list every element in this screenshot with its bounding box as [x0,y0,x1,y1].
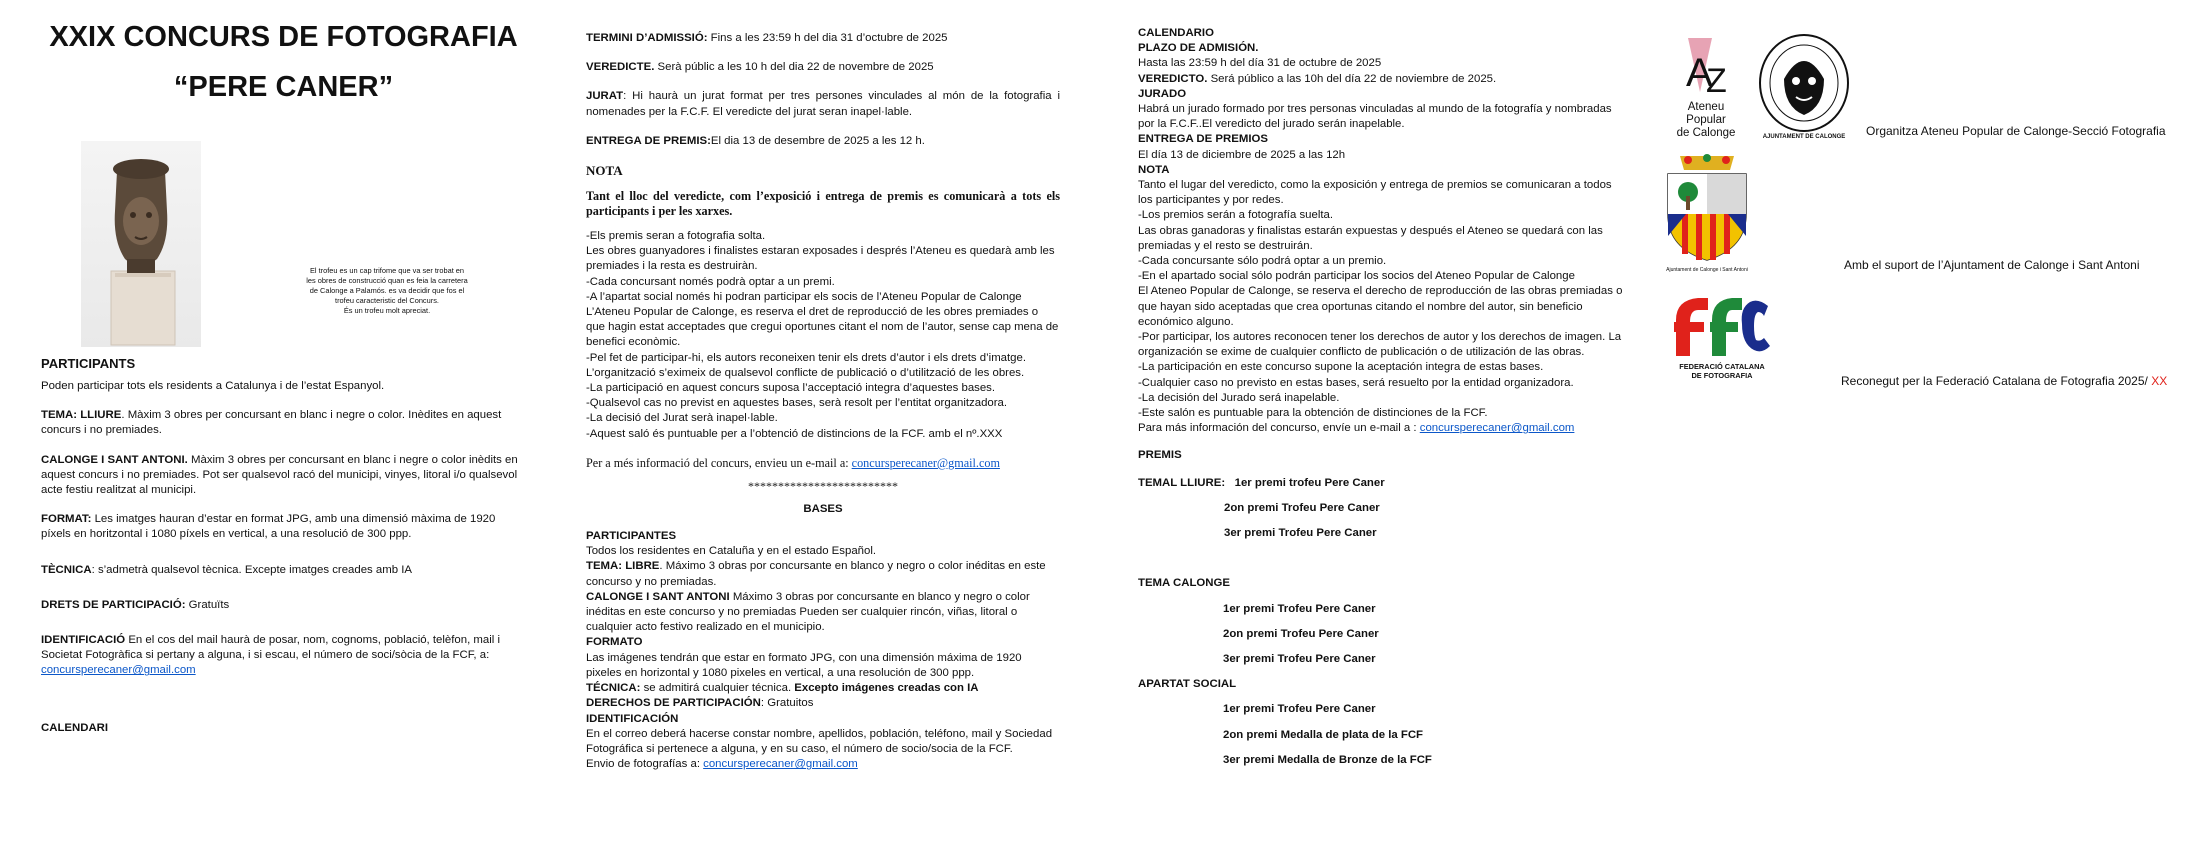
column-catalan-rules [586,31,1060,772]
nota-line: Les obres guanyadores i finalistes estaran exposades i després l’Ateneu es quedarà amb les premiades i la resta es destruiràn. [586,245,1055,273]
svg-text:A: A [1686,51,1713,95]
nota-line: -Aquest saló és puntuable per a l’obtenció de distincions de la FCF. amb el nº.XXX [586,427,1003,440]
nota-line: -La decisió del Jurat serà inapel·lable. [586,412,778,425]
seal-text: AJUNTAMENT DE CALONGE [1762,134,1846,140]
es-derechos: DERECHOS DE PARTICIPACIÓN: Gratuitos [586,697,814,710]
column-sponsors [1650,0,2200,859]
nota-line: Tanto el lugar del veredicto, como la exposición y entrega de premios se comunicaran a todos los participantes y por redes. [1138,179,1612,207]
prize-line: 3er premi Trofeu Pere Caner [1223,652,1376,665]
trophy-note [287,266,487,316]
az-logo-icon [1676,34,1736,96]
trophy-note-line: les obres de construcció quan es feia la carretera [306,276,468,285]
nota-line: Las obras ganadoras y finalistas estarán expuestas y después el Ateneo se quedará con las premiadas y el resto se destruirán. [1138,224,1603,252]
reconegut-text: Reconegut per la Federació Catalana de Fotografia 2025/ XX [1841,374,2168,388]
trophy-note-line: trofeu caracteristic del Concurs. [335,296,439,305]
drets-participacio: DRETS DE PARTICIPACIÓ: Gratuïts [41,598,230,611]
prize-line: 3er premi Trofeu Pere Caner [1224,527,1377,540]
nota-heading: NOTA [586,163,623,179]
prize-line: 1er premi Trofeu Pere Caner [1223,703,1376,716]
nota-line: -Qualsevol cas no previst en aquestes bases, serà resolt per l’entitat organitzadora. [586,397,1008,410]
email-link[interactable]: concursperecaner@gmail.com [41,664,196,677]
fcf-caption: FEDERACIÓ CATALANA DE FOTOGRAFIA [1679,362,1765,380]
nota-heading: NOTA [1138,163,1170,176]
format: FORMAT: Les imatges hauran d’estar en format JPG, amb una dimensió màxima de 1920 píxels en horitzontal i 1080 píxels en vertical, a una resolució de 300 ppp. [41,513,496,541]
entrega-premis: ENTREGA DE PREMIS:El dia 13 de desembre de 2025 a les 12 h. [586,134,925,147]
jurado-text: Habrá un jurado formado por tres personas vinculadas al mundo de la fotografía y nombradas por la F.C.F..El veredicto del jurado serán inapelable. [1138,103,1612,131]
participants-heading: PARTICIPANTS [41,356,136,371]
es-tecnica: TÉCNICA: se admitirá cualquier técnica. Excepto imágenes creadas con IA [586,682,979,695]
es-calonge: CALONGE I SANT ANTONI Máximo 3 obras por concursante en blanco y negro o color inéditas en este concurso y no premiadas Pueden ser cualquier rincón, viñas, litoral o cualquier acto festivo realizado en el municipio. [586,590,1030,634]
nota-line: -Cualquier caso no previsto en estas bases, será resuelto por la entidad organizadora. [1138,376,1574,389]
ateneu-logo-text: Ateneu Popular de Calonge [1676,101,1736,139]
email-link[interactable]: concursperecaner@gmail.com [1419,422,1575,435]
nota-line: -Cada concursant només podrà optar a un premi. [586,275,835,288]
svg-text:Z: Z [1706,62,1727,96]
participants-text: Poden participar tots els residents a Catalunya i de l’estat Espanyol. [41,380,385,392]
nota-line: L’organització s’eximeix de qualsevol conflicte de publicació o d’utilització de les obres. [586,366,1025,379]
plazo-heading: PLAZO DE ADMISIÓN. [1138,42,1259,55]
trophy-image [81,141,201,347]
es-tema: TEMA: LIBRE. Máximo 3 obras por concursante en blanco y negro o color inéditas en este concurso y no premiadas. [586,560,1046,588]
prize-line: TEMAL LLIURE: 1er premi trofeu Pere Caner [1138,476,1385,489]
trophy-note-line: de Calonge a Palamós. es va decidir que fos el [309,286,465,295]
prize-line: 1er premi Trofeu Pere Caner [1223,602,1376,615]
nota-line: El Ateneo Popular de Calonge, se reserva el derecho de reproducción de las obras premiadas o que hayan sido aceptadas que crea oportunas citando el nombre del autor, sin beneficio económico alguno. [1138,285,1623,328]
calendario-heading: CALENDARIO [1138,27,1214,39]
prizes-lliure [1138,476,1626,542]
es-participantes-heading: PARTICIPANTES [586,530,677,543]
jurado-heading: JURADO [1138,87,1187,100]
nota-line: -A l’apartat social només hi podran participar els socis de l’Ateneu Popular de Calonge [586,290,1022,303]
es-ident-heading: IDENTIFICACIÓN [586,712,679,725]
ateneu-logo [1668,34,1744,140]
trophy-note-line: El trofeu es un cap trifome que va ser trobat en [309,266,465,275]
bases-heading: BASES [803,502,843,515]
organitza-text: Organitza Ateneu Popular de Calonge-Secció Fotografia [1866,124,2166,138]
nota-line: -Els premis seran a fotografia solta. [586,230,766,243]
coat-of-arms [1662,152,1752,273]
es-formato-text: Las imágenes tendrán que estar en formato JPG, con una dimensión máxima de 1920 pixeles en horizontal y 1080 pixeles en vertical, a una resolución de 300 ppp. [586,651,1022,679]
nota-line: -Los premios serán a fotografía suelta. [1138,209,1334,222]
jurat: JURAT: Hi haurà un jurat format per tres persones vinculades al món de la fotografia i nomenades per la F.C.F. El veredicte del jurat seran inapel·lable. [586,90,1060,118]
column-spanish-rules [1138,26,1626,768]
nota-line: -La participació en aquest concurs suposa l’acceptació integra d’aquestes bases. [586,382,996,395]
nota-bold: Tant el lloc del veredicte, com l’exposició i entrega de premis es comunicarà a tots els participants i per les xarxes. [586,189,1060,219]
es-ident-text: En el correo deberá hacerse constar nombre, apellidos, población, teléfono, mail y Sociedad Fotográfica si pertenece a alguna, y en su caso, el número de socio/socia de la FCF. [586,727,1053,755]
termini: TERMINI D’ADMISSIÓ: Fins a les 23:59 h del dia 31 d’octubre de 2025 [586,32,948,44]
nota-list [1138,178,1626,421]
info-line: Per a més informació del concurs, envieu un e-mail a: concursperecaner@gmail.com [586,455,1000,470]
prize-line: 2on premi Medalla de plata de la FCF [1223,728,1424,741]
veredicto: VEREDICTO. Será público a las 10h del día 22 de noviembre de 2025. [1138,72,1497,85]
tema-lliure: TEMA: LLIURE. Màxim 3 obres per concursant en blanc i negre o color. Inèdites en aquest concurs i no premiades. [41,409,502,437]
veredicte: VEREDICTE. Serà públic a les 10 h del dia 22 de novembre de 2025 [586,61,934,74]
es-envio: Envio de fotografías a: concursperecaner@gmail.com [586,758,858,771]
reconegut-number: XX [2151,374,2168,388]
es-formato-heading: FORMATO [586,636,643,649]
nota-line: -Este salón es puntuable para la obtención de distinciones de la FCF. [1138,407,1488,420]
nota-line: -La decisión del Jurado será inapelable. [1138,391,1340,404]
prize-line: 3er premi Medalla de Bronze de la FCF [1223,753,1432,766]
nota-line: -Cada concursante sólo podrá optar a un premio. [1138,255,1387,268]
nota-line: -En el apartado social sólo podrán participar los socios del Ateneo Popular de Calonge [1138,270,1575,283]
prize-line: 2on premi Trofeu Pere Caner [1223,627,1379,640]
email-link[interactable]: concursperecaner@gmail.com [703,758,858,771]
premis-heading: PREMIS [1138,449,1182,462]
contest-subtitle: “PERE CANER” [173,71,394,103]
es-participantes-text: Todos los residentes en Cataluña y en el estado Español. [586,545,877,558]
plazo-text: Hasta las 23:59 h del día 31 de octubre de 2025 [1138,57,1382,70]
ajuntament-seal [1758,33,1850,140]
suport-text: Amb el suport de l’Ajuntament de Calonge i Sant Antoni [1844,258,2140,272]
email-link[interactable]: concursperecaner@gmail.com [851,455,1000,470]
nota-line: -La participación en este concurso supone la aceptación integra de estas bases. [1138,361,1544,374]
entrega-heading: ENTREGA DE PREMIOS [1138,133,1268,146]
entrega-text: El día 13 de diciembre de 2025 a las 12h [1138,148,1346,161]
tecnica: TÈCNICA: s’admetrà qualsevol tècnica. Excepte imatges creades amb IA [41,563,412,576]
column-catalan-intro [41,0,526,734]
apartat-social-heading: APARTAT SOCIAL [1138,678,1237,691]
fcf-logo [1670,292,1774,380]
nota-line: -Por participar, los autores reconocen tener los derechos de autor y los derechos de imagen. La organización se exime de cualquier conflicto de publicación o de utilización de las obras. [1138,331,1622,359]
nota-list [586,229,1060,442]
trophy-note-line: És un trofeu molt apreciat. [343,306,431,315]
identificacio: IDENTIFICACIÓ En el cos del mail haurà de posar, nom, cognoms, població, telèfon, mail i Societat Fotogràfica si pertany a alguna, i si escau, el número de soci/sòcia de la FCF, a: [41,634,501,662]
info-line: Para más información del concurso, envíe un e-mail a : concursperecaner@gmail.com [1138,422,1575,435]
tema-calonge-heading: TEMA CALONGE [1138,577,1230,590]
contest-title: XXIX CONCURS DE FOTOGRAFIA [49,21,518,53]
nota-line: L’Ateneu Popular de Calonge, es reserva el dret de reproducció de les obres premiades o que hagin estat acceptades que cregui oportunes citant el nom de l’autor, sense cap mena de benefici econòmic. [586,306,1059,349]
fcf-logo-icon [1670,292,1774,358]
calendari-heading: CALENDARI [41,721,109,734]
nota-line: -Pel fet de participar-hi, els autors reconeixen tenir els drets d’autor i els drets d’imatge. [586,351,1027,364]
prize-line: 2on premi Trofeu Pere Caner [1224,501,1380,514]
ajuntament-caption: Ajuntament de Calonge i Sant Antoni [1666,267,1748,273]
calonge-sant-antoni: CALONGE I SANT ANTONI. Màxim 3 obres per concursant en blanc i negre o color inèdits en aquest concurs i no premiades. Pot ser qualsevol racó del municipi, vinyes, litoral i/o qualsevol acte festiu realitzat al municipi. [41,453,518,497]
stars-divider: ************************* [748,478,898,493]
